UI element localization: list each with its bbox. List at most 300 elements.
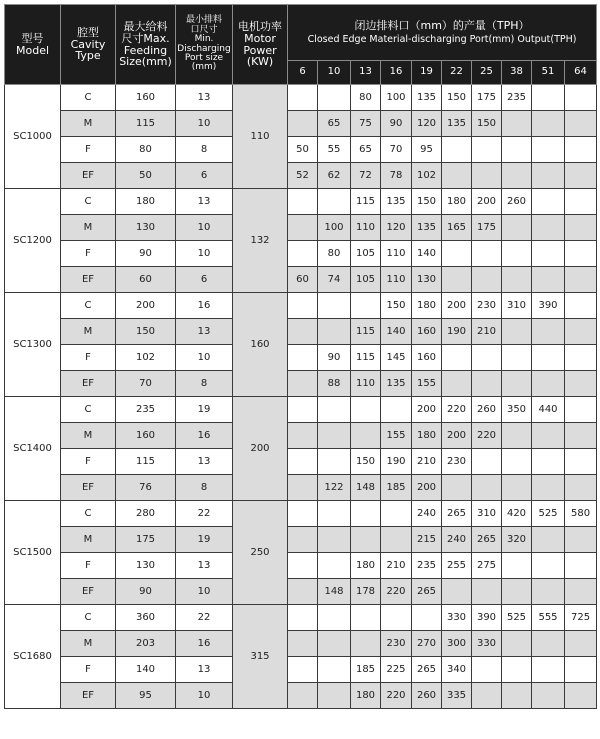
output-cell (532, 137, 565, 163)
output-cell (502, 449, 532, 475)
min-discharge-cell: 6 (176, 163, 233, 189)
max-feed-size-cell: 140 (116, 657, 176, 683)
output-cell: 110 (381, 241, 412, 267)
output-cell (318, 449, 351, 475)
output-cell (288, 85, 318, 111)
output-cell: 190 (442, 319, 472, 345)
cavity-type-cell: F (61, 345, 116, 371)
output-cell: 148 (318, 579, 351, 605)
output-cell: 150 (412, 189, 442, 215)
min-discharge-cell: 13 (176, 85, 233, 111)
table-row (5, 579, 597, 605)
min-discharge-cell: 22 (176, 501, 233, 527)
output-cell (288, 449, 318, 475)
output-cell (565, 475, 597, 501)
output-cell (288, 501, 318, 527)
output-cell: 230 (381, 631, 412, 657)
table-header (5, 5, 597, 85)
output-cell (532, 345, 565, 371)
output-cell (318, 423, 351, 449)
table-row (5, 371, 597, 397)
max-feed-size-cell: 235 (116, 397, 176, 423)
output-cell (472, 449, 502, 475)
max-feed-size-cell: 280 (116, 501, 176, 527)
output-cell (472, 241, 502, 267)
header-feed-en-1: Feeding (123, 43, 168, 57)
output-cell: 200 (442, 423, 472, 449)
max-feed-size-cell: 102 (116, 345, 176, 371)
cavity-type-cell: EF (61, 163, 116, 189)
output-cell: 55 (318, 137, 351, 163)
port-size-header: 19 (412, 61, 442, 85)
output-cell (351, 527, 381, 553)
output-cell: 230 (472, 293, 502, 319)
header-model (5, 5, 61, 85)
output-cell: 330 (472, 631, 502, 657)
min-discharge-cell: 10 (176, 111, 233, 137)
output-cell (565, 85, 597, 111)
output-cell: 70 (381, 137, 412, 163)
port-size-header: 16 (381, 61, 412, 85)
output-cell: 178 (351, 579, 381, 605)
table-row (5, 449, 597, 475)
max-feed-size-cell: 175 (116, 527, 176, 553)
output-cell (532, 449, 565, 475)
cavity-type-cell: EF (61, 579, 116, 605)
output-cell: 185 (351, 657, 381, 683)
output-cell: 155 (412, 371, 442, 397)
table-row (5, 475, 597, 501)
cavity-type-cell: M (61, 631, 116, 657)
output-cell: 105 (351, 241, 381, 267)
table-row (5, 423, 597, 449)
output-cell (565, 371, 597, 397)
min-discharge-cell: 22 (176, 605, 233, 631)
max-feed-size-cell: 160 (116, 85, 176, 111)
output-cell (288, 553, 318, 579)
output-cell: 555 (532, 605, 565, 631)
output-cell: 180 (412, 423, 442, 449)
header-feed-cn-1: 最大给料 (123, 20, 168, 34)
output-cell (532, 163, 565, 189)
max-feed-size-cell: 360 (116, 605, 176, 631)
output-cell (502, 345, 532, 371)
output-cell (288, 293, 318, 319)
output-cell: 190 (381, 449, 412, 475)
output-cell (565, 189, 597, 215)
output-cell: 105 (351, 267, 381, 293)
max-feed-size-cell: 130 (116, 215, 176, 241)
output-cell (351, 501, 381, 527)
header-discharge-cn-1: 最小排料 (185, 15, 222, 26)
output-cell (442, 137, 472, 163)
output-cell (288, 527, 318, 553)
table-row (5, 553, 597, 579)
model-cell: SC1680 (5, 605, 61, 709)
output-cell: 220 (472, 423, 502, 449)
cavity-type-cell: F (61, 657, 116, 683)
table-body (5, 85, 597, 709)
header-model-cn: 型号 (21, 31, 44, 45)
output-cell (288, 215, 318, 241)
table-row (5, 241, 597, 267)
port-size-header: 51 (532, 61, 565, 85)
output-cell (472, 345, 502, 371)
max-feed-size-cell: 90 (116, 241, 176, 267)
header-type-en-1: Cavity (70, 37, 106, 51)
cavity-type-cell: M (61, 319, 116, 345)
output-cell (288, 345, 318, 371)
table-row (5, 397, 597, 423)
output-cell (565, 111, 597, 137)
output-cell (288, 605, 318, 631)
max-feed-size-cell: 180 (116, 189, 176, 215)
output-cell (288, 111, 318, 137)
output-cell: 390 (532, 293, 565, 319)
output-cell (288, 423, 318, 449)
output-cell: 150 (381, 293, 412, 319)
output-cell (442, 241, 472, 267)
output-cell (565, 241, 597, 267)
spec-table-wrapper (4, 4, 597, 709)
output-cell: 130 (412, 267, 442, 293)
output-cell (318, 501, 351, 527)
output-cell: 110 (381, 267, 412, 293)
output-cell: 135 (381, 189, 412, 215)
output-cell (288, 319, 318, 345)
output-cell (472, 163, 502, 189)
output-cell (381, 527, 412, 553)
output-cell (288, 371, 318, 397)
output-cell (565, 397, 597, 423)
output-cell (565, 449, 597, 475)
output-cell (318, 189, 351, 215)
output-cell: 175 (472, 215, 502, 241)
table-row (5, 111, 597, 137)
max-feed-size-cell: 95 (116, 683, 176, 709)
header-discharge-en-2: Discharging (177, 43, 231, 54)
max-feed-size-cell: 80 (116, 137, 176, 163)
output-cell (318, 683, 351, 709)
output-cell (472, 579, 502, 605)
min-discharge-cell: 10 (176, 579, 233, 605)
max-feed-size-cell: 70 (116, 371, 176, 397)
max-feed-size-cell: 200 (116, 293, 176, 319)
output-cell (318, 631, 351, 657)
port-size-header: 6 (288, 61, 318, 85)
output-cell (532, 241, 565, 267)
output-cell (288, 631, 318, 657)
output-cell (565, 579, 597, 605)
cavity-type-cell: F (61, 449, 116, 475)
output-cell: 80 (351, 85, 381, 111)
output-cell: 75 (351, 111, 381, 137)
output-cell (565, 319, 597, 345)
output-cell (351, 397, 381, 423)
output-cell: 160 (412, 319, 442, 345)
output-cell (351, 631, 381, 657)
output-cell: 255 (442, 553, 472, 579)
output-cell: 65 (318, 111, 351, 137)
output-cell: 220 (442, 397, 472, 423)
output-cell: 110 (351, 215, 381, 241)
header-type-cn: 腔型 (77, 26, 99, 40)
header-feed-size (116, 5, 176, 85)
port-size-header: 64 (565, 61, 597, 85)
motor-power-cell: 132 (233, 189, 288, 293)
output-cell: 420 (502, 501, 532, 527)
min-discharge-cell: 13 (176, 553, 233, 579)
output-cell: 220 (381, 683, 412, 709)
output-cell: 180 (442, 189, 472, 215)
output-cell: 210 (412, 449, 442, 475)
output-cell: 210 (472, 319, 502, 345)
header-motor-en-2: Power (243, 43, 277, 57)
output-cell (442, 475, 472, 501)
cavity-type-cell: F (61, 553, 116, 579)
output-cell: 335 (442, 683, 472, 709)
output-cell: 72 (351, 163, 381, 189)
min-discharge-cell: 16 (176, 423, 233, 449)
output-cell: 200 (442, 293, 472, 319)
output-cell (565, 553, 597, 579)
output-cell (565, 137, 597, 163)
table-row (5, 137, 597, 163)
output-cell: 120 (381, 215, 412, 241)
output-cell (502, 579, 532, 605)
output-cell: 65 (351, 137, 381, 163)
min-discharge-cell: 10 (176, 683, 233, 709)
output-cell: 210 (381, 553, 412, 579)
min-discharge-cell: 16 (176, 631, 233, 657)
output-cell (502, 319, 532, 345)
header-output (288, 5, 597, 61)
motor-power-cell: 315 (233, 605, 288, 709)
output-cell (318, 397, 351, 423)
max-feed-size-cell: 150 (116, 319, 176, 345)
port-size-header: 10 (318, 61, 351, 85)
output-cell: 140 (412, 241, 442, 267)
min-discharge-cell: 10 (176, 345, 233, 371)
output-cell (532, 475, 565, 501)
output-cell: 265 (442, 501, 472, 527)
motor-power-cell: 160 (233, 293, 288, 397)
output-cell (318, 527, 351, 553)
motor-power-cell: 110 (233, 85, 288, 189)
output-cell (472, 137, 502, 163)
output-cell (565, 631, 597, 657)
output-cell (351, 423, 381, 449)
output-cell (502, 111, 532, 137)
cavity-type-cell: C (61, 605, 116, 631)
output-cell (532, 423, 565, 449)
output-cell (318, 553, 351, 579)
output-cell (442, 371, 472, 397)
output-cell: 200 (412, 475, 442, 501)
output-cell (565, 267, 597, 293)
output-cell (532, 85, 565, 111)
max-feed-size-cell: 160 (116, 423, 176, 449)
output-cell (472, 683, 502, 709)
output-cell (502, 137, 532, 163)
output-cell: 200 (472, 189, 502, 215)
output-cell: 270 (412, 631, 442, 657)
cavity-type-cell: F (61, 241, 116, 267)
output-cell (442, 267, 472, 293)
cavity-type-cell: C (61, 85, 116, 111)
output-cell (532, 683, 565, 709)
output-cell (532, 527, 565, 553)
output-cell: 135 (381, 371, 412, 397)
output-cell (502, 215, 532, 241)
min-discharge-cell: 6 (176, 267, 233, 293)
output-cell: 265 (412, 579, 442, 605)
header-feed-cn-2: 尺寸Max. (121, 31, 170, 45)
output-cell: 110 (351, 371, 381, 397)
header-motor-en-1: Motor (244, 31, 276, 45)
min-discharge-cell: 10 (176, 241, 233, 267)
cavity-type-cell: EF (61, 475, 116, 501)
cavity-type-cell: M (61, 527, 116, 553)
header-output-cn: 闭边排料口（mm）的产量（TPH） (354, 19, 530, 33)
header-discharge-cn-2: 口尺寸 (190, 24, 218, 35)
output-cell: 225 (381, 657, 412, 683)
output-cell (532, 553, 565, 579)
output-cell (532, 267, 565, 293)
output-cell: 580 (565, 501, 597, 527)
output-cell: 330 (442, 605, 472, 631)
output-cell: 180 (351, 553, 381, 579)
output-cell: 390 (472, 605, 502, 631)
model-cell: SC1200 (5, 189, 61, 293)
output-cell (442, 345, 472, 371)
output-cell (442, 579, 472, 605)
output-cell: 300 (442, 631, 472, 657)
output-cell: 155 (381, 423, 412, 449)
output-cell: 80 (318, 241, 351, 267)
cavity-type-cell: EF (61, 267, 116, 293)
output-cell: 240 (412, 501, 442, 527)
output-cell (351, 293, 381, 319)
output-cell: 185 (381, 475, 412, 501)
min-discharge-cell: 8 (176, 371, 233, 397)
port-size-header: 38 (502, 61, 532, 85)
output-cell (318, 657, 351, 683)
cavity-type-cell: C (61, 293, 116, 319)
table-row (5, 501, 597, 527)
min-discharge-cell: 13 (176, 657, 233, 683)
max-feed-size-cell: 50 (116, 163, 176, 189)
output-cell: 150 (351, 449, 381, 475)
header-model-en: Model (15, 43, 50, 57)
port-size-header: 13 (351, 61, 381, 85)
min-discharge-cell: 8 (176, 137, 233, 163)
output-cell: 140 (381, 319, 412, 345)
output-cell: 135 (442, 111, 472, 137)
output-cell: 310 (472, 501, 502, 527)
table-row (5, 631, 597, 657)
output-cell: 148 (351, 475, 381, 501)
cavity-type-cell: M (61, 423, 116, 449)
output-cell: 175 (472, 85, 502, 111)
output-cell: 180 (412, 293, 442, 319)
output-cell (565, 657, 597, 683)
output-cell: 440 (532, 397, 565, 423)
output-cell (412, 605, 442, 631)
table-row (5, 345, 597, 371)
output-cell (288, 657, 318, 683)
motor-power-cell: 250 (233, 501, 288, 605)
output-cell (381, 605, 412, 631)
cavity-type-cell: EF (61, 371, 116, 397)
output-cell (288, 189, 318, 215)
min-discharge-cell: 13 (176, 449, 233, 475)
output-cell (502, 475, 532, 501)
output-cell (502, 241, 532, 267)
output-cell (381, 397, 412, 423)
output-cell: 135 (412, 85, 442, 111)
port-size-header: 22 (442, 61, 472, 85)
output-cell: 725 (565, 605, 597, 631)
output-cell (502, 267, 532, 293)
header-type (61, 5, 116, 85)
output-cell (381, 501, 412, 527)
port-size-header: 25 (472, 61, 502, 85)
table-row (5, 85, 597, 111)
min-discharge-cell: 10 (176, 215, 233, 241)
output-cell (532, 189, 565, 215)
table-row (5, 683, 597, 709)
output-cell: 260 (472, 397, 502, 423)
output-cell: 74 (318, 267, 351, 293)
header-type-en-2: Type (75, 49, 101, 63)
output-cell: 235 (502, 85, 532, 111)
model-cell: SC1300 (5, 293, 61, 397)
output-cell: 180 (351, 683, 381, 709)
output-cell (288, 579, 318, 605)
table-row (5, 293, 597, 319)
output-cell: 220 (381, 579, 412, 605)
header-discharge-en-4: (mm) (191, 62, 217, 73)
model-cell: SC1000 (5, 85, 61, 189)
output-cell: 260 (412, 683, 442, 709)
cavity-type-cell: M (61, 111, 116, 137)
output-cell: 78 (381, 163, 412, 189)
output-cell (502, 553, 532, 579)
output-cell: 120 (412, 111, 442, 137)
output-cell (532, 319, 565, 345)
min-discharge-cell: 13 (176, 189, 233, 215)
output-cell (318, 293, 351, 319)
output-cell: 95 (412, 137, 442, 163)
output-cell (288, 683, 318, 709)
output-cell (532, 371, 565, 397)
output-cell (502, 683, 532, 709)
output-cell: 135 (412, 215, 442, 241)
max-feed-size-cell: 115 (116, 111, 176, 137)
cavity-type-cell: C (61, 397, 116, 423)
specification-table (4, 4, 597, 709)
header-discharge-en-3: Port size (184, 52, 224, 63)
max-feed-size-cell: 203 (116, 631, 176, 657)
model-cell: SC1400 (5, 397, 61, 501)
output-cell (288, 475, 318, 501)
output-cell (565, 163, 597, 189)
output-cell (318, 319, 351, 345)
output-cell (565, 527, 597, 553)
table-row (5, 267, 597, 293)
output-cell (502, 657, 532, 683)
